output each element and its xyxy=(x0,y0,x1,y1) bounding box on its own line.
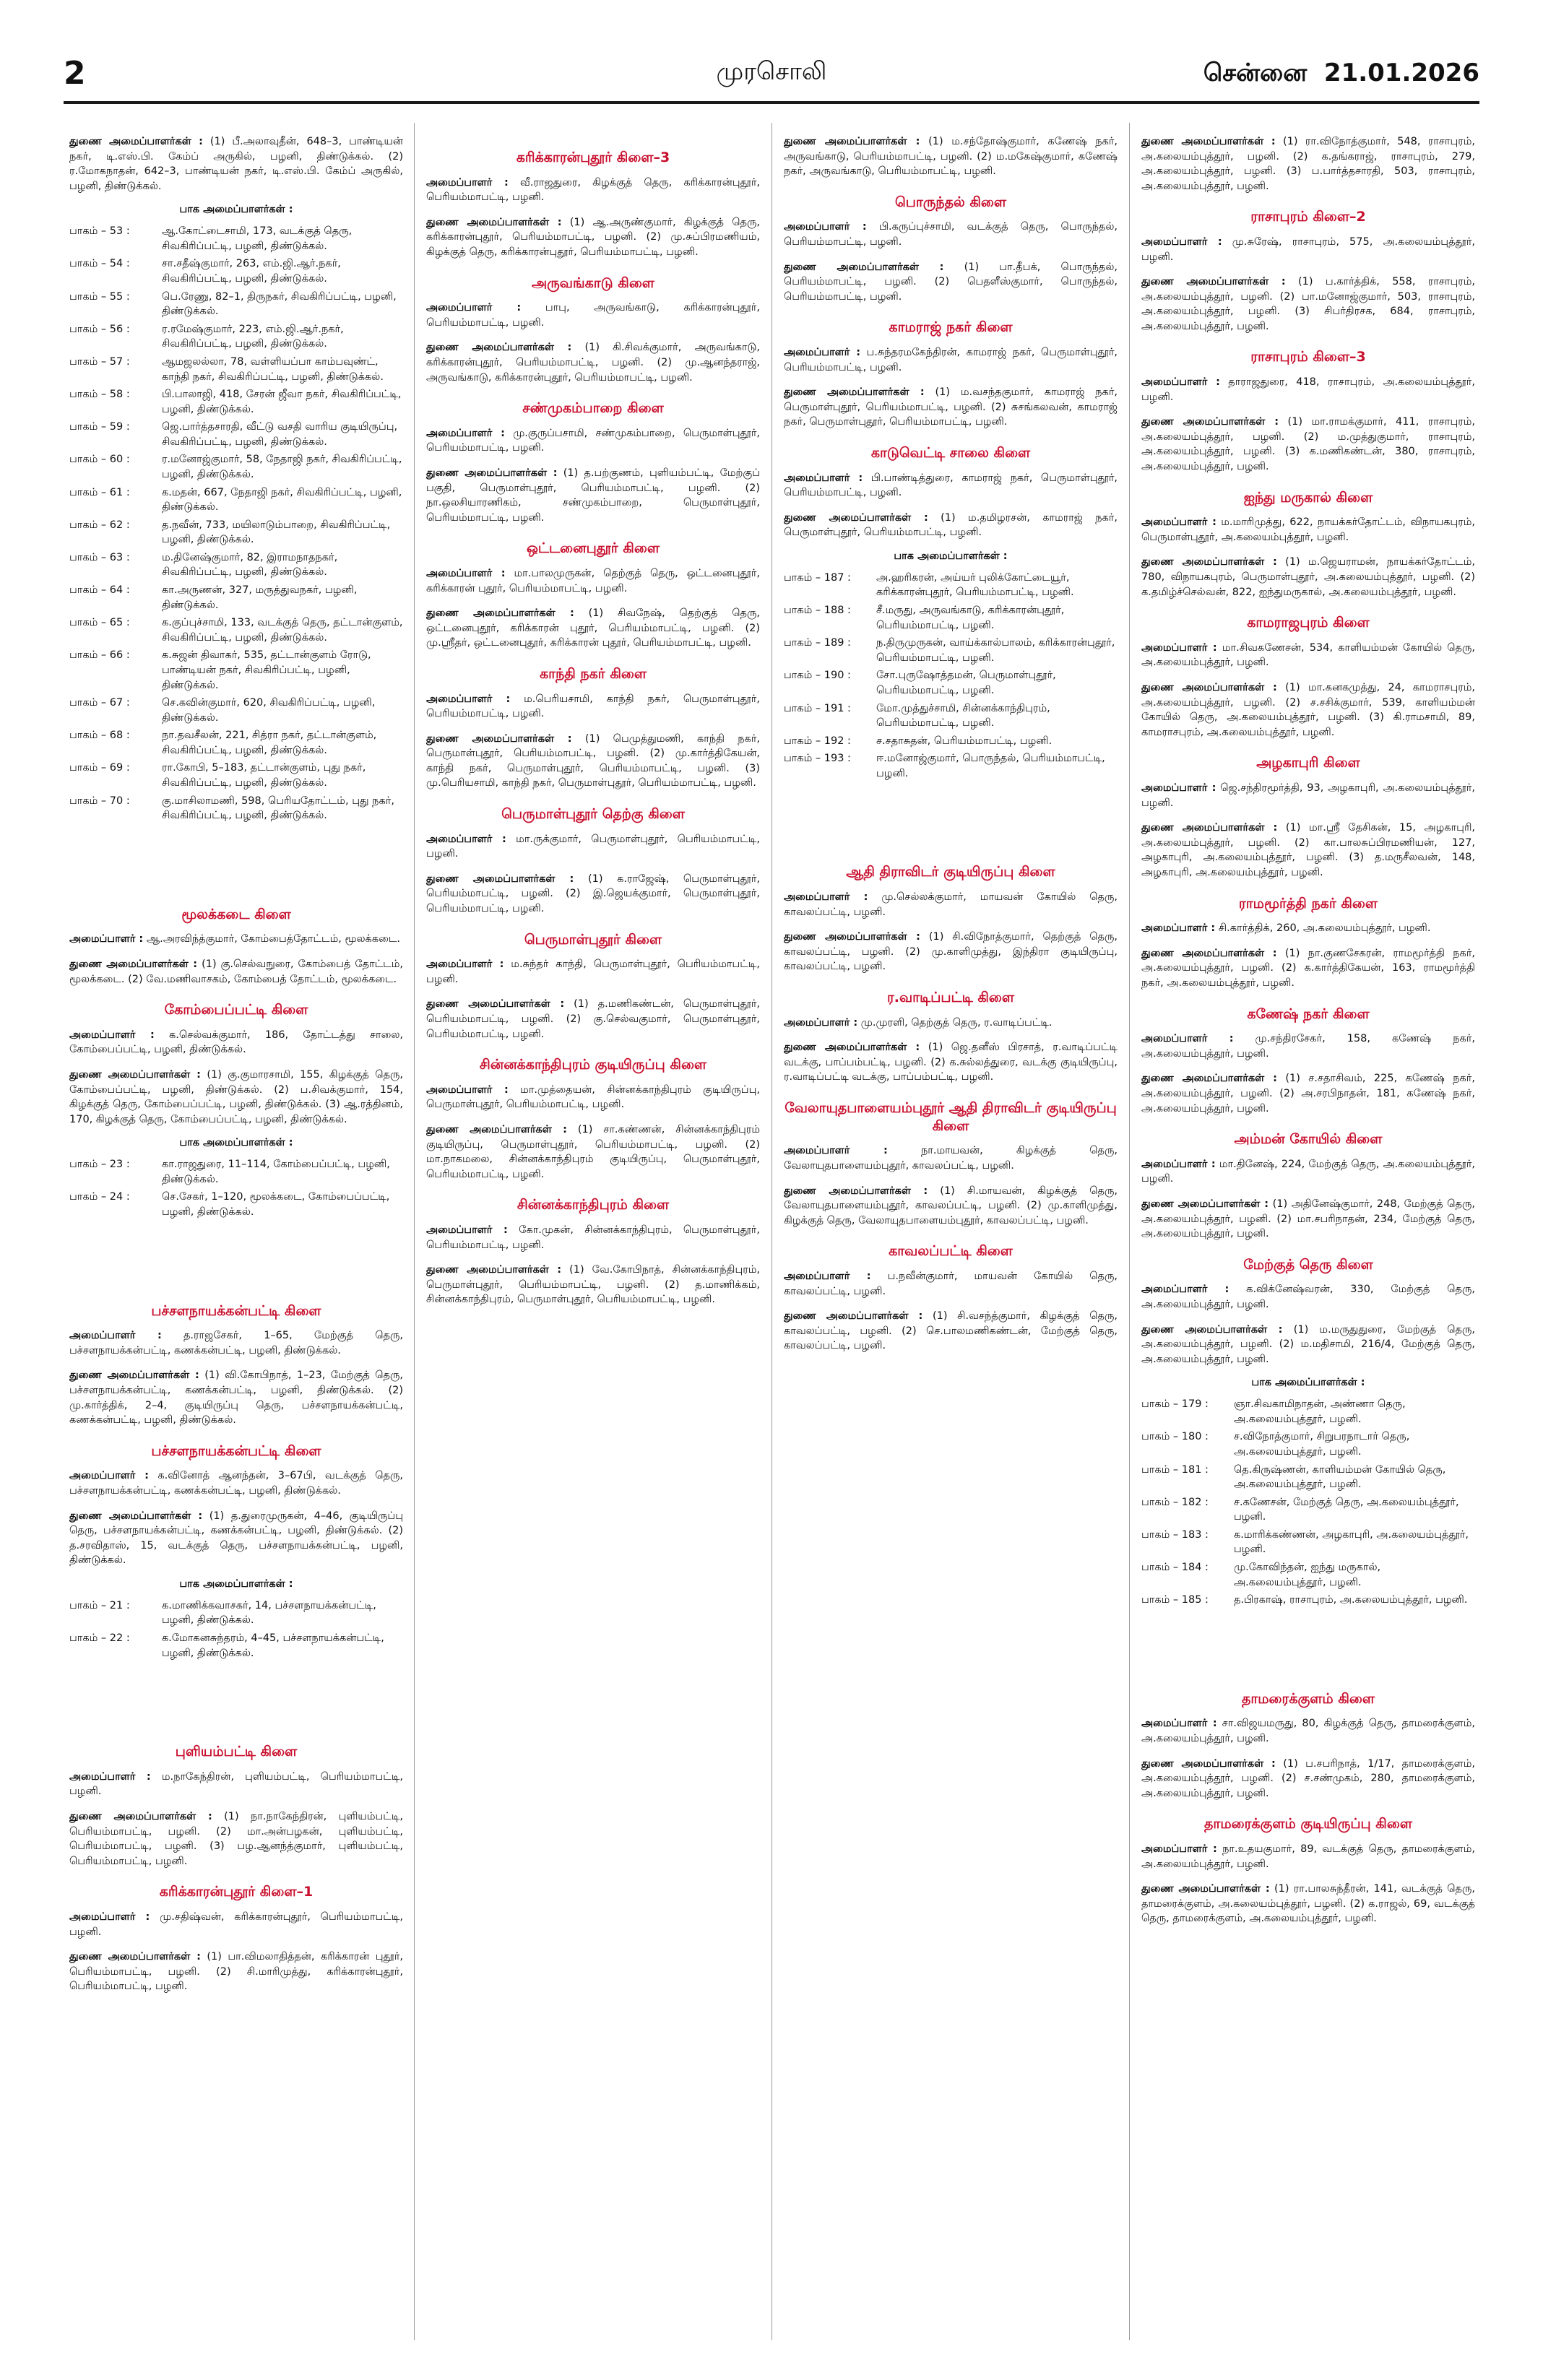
list-item: பாகம் – 68 : நா.தவசீலன், 221, சித்ரா நகர், தட்டான்குளம், சிவகிரிப்பட்டி, பழனி, திண்டுக்கல். xyxy=(69,730,377,756)
entry: அமைப்பாளர் : வீ.ராஜதுரை, கிழக்குத் தெரு, கரிக்காரன்புதூர், பெரியம்மாபட்டி, பழனி. xyxy=(426,176,760,204)
section-heading: ஐந்து மருகால் கிளை xyxy=(1243,489,1373,506)
list-item: பாகம் – 53 : ஆ.கோட்டைசாமி, 173, வடக்குத் தெரு, சிவகிரிப்பட்டி, பழனி, திண்டுக்கல். xyxy=(69,225,353,252)
entry: துணை அமைப்பாளர்கள் : (1) பெமுத்துமணி, காந்தி நகர், பெருமாள்புதூர், பெரியம்மாபட்டி, பழனி. (2) மு.கார்த்திகேயன், காந்தி நகர், பெருமாள்புதூர், பெரியம்மாபட்டி, பழனி. (3) மு.பெரியசாமி, காந்தி நகர், பெருமாள்புதூர், பெரியம்மாபட்டி, பழனி. xyxy=(426,732,760,789)
list-item: பாகம் – 24 : செ.சேகர், 1–120, மூலக்கடை, கோம்பைப்பட்டி, பழனி, திண்டுக்கல். xyxy=(69,1191,390,1219)
entry: அமைப்பாளர் : நா.உதயகுமார், 89, வடக்குத் தெரு, தாமரைக்குளம், அ.கலையம்புத்தூர், பழனி. xyxy=(1141,1843,1475,1870)
entry: அமைப்பாளர் : மு.சந்திரசேகர், 158, கணேஷ் நகர், அ.கலையம்புத்தூர், பழனி. xyxy=(1141,1033,1475,1060)
section-heading: பச்சளநாயக்கன்பட்டி கிளை xyxy=(151,1302,321,1319)
entry: அமைப்பாளர் : மு.முரளி, தெற்குத் தெரு, ர.வாடிப்பட்டி. xyxy=(784,1016,1053,1029)
entry: அமைப்பாளர் : ம.நாகேந்திரன், புளியம்பட்டி, பெரியம்மாபட்டி, பழனி. xyxy=(69,1770,403,1798)
section-heading: சின்னக்காந்திபுரம் கிளை xyxy=(517,1197,670,1213)
section-heading: சின்னக்காந்திபுரம் குடியிருப்பு கிளை xyxy=(479,1057,707,1073)
entry: துணை அமைப்பாளர்கள் : (1) மா.ராமக்குமார், 411, ராசாபுரம், அ.கலையம்புத்தூர், பழனி. (2) ம.முத்துகுமார், ராசாபுரம், அ.கலையம்புத்தூர், பழனி. (3) க.மணிகண்டன், 380, ராசாபுரம், அ.கலையம்புத்தூர், பழனி. xyxy=(1141,416,1475,473)
date: 21.01.2026 xyxy=(1323,59,1479,87)
entry: துணை அமைப்பாளர்கள் : (1) ப.சபரிநாத், 1/17, தாமரைக்குளம், அ.கலையம்புத்தூர், பழனி. (2) ச.சண்முகம், 280, தாமரைக்குளம், அ.கலையம்புத்தூர், பழனி. xyxy=(1141,1757,1475,1799)
entry: துணை அமைப்பாளர்கள் : (1) சிவநேஷ், தெற்குத் தெரு, ஒட்டனைபுதூர், கரிக்காரன் புதூர், பெரியம்மாபட்டி, பழனி. (2) மு.ஸ்ரீதர், ஒட்டனைபுதூர், கரிக்காரன் புதூர், பெரியம்மாபட்டி, பழனி. xyxy=(426,607,760,649)
entry: துணை அமைப்பாளர்கள் : (1) சி.விநோத்குமார், தெற்குத் தெரு, காவலப்பட்டி, பழனி. (2) மு.காளிமுத்து, இந்திரா குடியிருப்பு, காவலப்பட்டி, பழனி. xyxy=(784,931,1118,973)
entry: அமைப்பாளர் : ம.பெரியசாமி, காந்தி நகர், பெருமாள்புதூர், பெரியம்மாபட்டி, பழனி. xyxy=(426,693,760,720)
column-1 xyxy=(69,134,403,2345)
section-heading: தாமரைக்குளம் கிளை xyxy=(1241,1690,1375,1707)
entry: துணை அமைப்பாளர்கள் : (1) ம.மருதுதுரை, மேற்குத் தெரு, அ.கலையம்புத்தூர், பழனி. (2) ம.மதிசாமி, 216/4, மேற்குத் தெரு, அ.கலையம்புத்தூர், பழனி. xyxy=(1141,1323,1475,1365)
spacer xyxy=(69,1663,403,1728)
entry: அமைப்பாளர் : சி.கார்த்திக், 260, அ.கலையம்புத்தூர், பழனி. xyxy=(1141,922,1431,935)
entry: துணை அமைப்பாளர்கள் : (1) மா.ஸ்ரீ தேசிகன், 15, அழகாபுரி, அ.கலையம்புத்தூர், பழனி. (2) கா.பாலசுப்பிரமணியன், 127, அழகாபுரி, அ.கலையம்புத்தூர், பழனி. (3) த.மருசீலவன், 148, அழகாபுரி, அ.கலையம்புத்தூர், பழனி. xyxy=(1141,822,1475,878)
column-divider xyxy=(1129,123,1130,2340)
entry: துணை அமைப்பாளர்கள் : (1) ம.சந்தோஷ்குமார், கணேஷ் நகர், அருவங்காடு, பெரியம்மாபட்டி, பழனி. (2) ம.மகேஷ்குமார், கணேஷ் நகர், அருவங்காடு, பெரியம்மாபட்டி, பழனி. xyxy=(784,136,1118,178)
entry: அமைப்பாளர் : மு.குருப்பசாமி, சண்முகம்பாறை, பெருமாள்புதூர், பெரியம்மாபட்டி, பழனி. xyxy=(426,427,760,454)
section-heading: கரிக்காரன்புதூர் கிளை–1 xyxy=(159,1884,314,1900)
entry: துணை அமைப்பாளர்கள் : (1) வி.கோபிநாத், 1–23, மேற்குத் தெரு, பச்சளநாயக்கன்பட்டி, கணக்கன்பட்டி, பழனி, திண்டுக்கல். (2) மு.கார்த்திக், 2–4, குடியிருப்பு தெரு, பச்சளநாயக்கன்பட்டி, கணக்கன்பட்டி, பழனி, திண்டுக்கல். xyxy=(69,1369,403,1427)
list-item: பாகம் – 21 : க.மாணிக்கவாசகர், 14, பச்சளநாயக்கன்பட்டி, பழனி, திண்டுக்கல். xyxy=(69,1599,376,1627)
list-item: பாகம் – 187 : அ.ஹரிகரன், அய்யர் புலிக்கோட்டையூர், கரிக்காரன்புதூர், பெரியம்மாபட்டி, பழனி. xyxy=(784,571,1074,599)
entry: துணை அமைப்பாளர்கள் : (1) ப.கார்த்திக், 558, ராசாபுரம், அ.கலையம்புத்தூர், பழனி. (2) பா.மனோஜ்குமார், 503, ராசாபுரம், அ.கலையம்புத்தூர், பழனி. (3) சிபர்திரசக, 684, ராசாபுரம், அ.கலையம்புத்தூர், பழனி. xyxy=(1141,276,1475,332)
entry: அமைப்பாளர் : க.வினோத் ஆனந்தன், 3–67பி, வடக்குத் தெரு, பச்சளநாயக்கன்பட்டி, கணக்கன்பட்டி, பழனி, திண்டுக்கல். xyxy=(69,1470,403,1497)
entry: துணை அமைப்பாளர்கள் : (1) ம.தமிழரசன், காமராஜ் நகர், பெருமாள்புதூர், பெரியம்மாபட்டி, பழனி. xyxy=(784,511,1118,539)
list-item: பாகம் – 180 : ச.விநோத்குமார், சிறுபரநாடார் தெரு, அ.கலையம்புத்தூர், பழனி. xyxy=(1141,1431,1410,1458)
section-heading: ஒட்டனைபுதூர் கிளை xyxy=(527,540,660,557)
masthead xyxy=(0,0,1543,108)
bhaga-title: பாக அமைப்பாளர்கள் : xyxy=(1251,1377,1365,1389)
column-4 xyxy=(1141,134,1475,2345)
section-heading: காந்தி நகர் கிளை xyxy=(539,665,647,682)
section-heading: தாமரைக்குளம் குடியிருப்பு கிளை xyxy=(1204,1816,1412,1832)
entry: துணை அமைப்பாளர்கள் : (1) சி.மாயவன், கிழக்குத் தெரு, வேலாயுதபாளையம்புதூர், காவலப்பட்டி, பழனி. (2) மு.காளிமுத்து, கிழக்குத் தெரு, வேலாயுதபாளையம்புதூர், காவலப்பட்டி, பழனி. xyxy=(784,1185,1118,1226)
list-item: பாகம் – 58 : பி.பாலாஜி, 418, சேரன் ஜீவா நகர், சிவகிரிப்பட்டி, பழனி, திண்டுக்கல். xyxy=(69,389,402,415)
section-heading: பெருமாள்புதூர் கிளை xyxy=(524,931,662,948)
list-item: பாகம் – 67 : செ.கவின்குமார், 620, சிவகிரிப்பட்டி, பழனி, திண்டுக்கல். xyxy=(69,697,376,724)
entry: துணை அமைப்பாளர்கள் : (1) த.பற்குணம், புளியம்பட்டி, மேற்குப் பகுதி, பெருமாள்புதூர், பெரியம்மாபட்டி, பழனி. (2) நா.ஒலசியாரணிகம், சண்முகம்பாறை, பெருமாள்புதூர், பெரியம்மாபட்டி, பழனி. xyxy=(426,467,760,524)
entry: துணை அமைப்பாளர்கள் : (1) நா.குணசேகரன், ராமமூர்த்தி நகர், அ.கலையம்புத்தூர், பழனி. (2) க.கார்த்திகேயன், 163, ராமமூர்த்தி நகர், அ.கலையம்புத்தூர், பழனி. xyxy=(1141,947,1475,989)
section-heading: மூலக்கடை கிளை xyxy=(181,906,291,922)
list-item: பாகம் – 65 : க.குப்புச்சாமி, 133, வடக்குத் தெரு, தட்டான்குளம், சிவகிரிப்பட்டி, பழனி, திண்டுக்கல். xyxy=(69,617,403,644)
spacer xyxy=(784,784,1118,849)
list-item: பாகம் – 190 : சோ.புருஷோத்தமன், பெருமாள்புதூர், பெரியம்மாபட்டி, பழனி. xyxy=(784,670,1056,696)
spacer xyxy=(69,826,403,891)
entry: அமைப்பாளர் : த.ராஜசேகர், 1–65, மேற்குத் தெரு, பச்சளநாயக்கன்பட்டி, கணக்கன்பட்டி, பழனி, திண்டுக்கல். xyxy=(69,1330,403,1356)
entry: அமைப்பாளர் : மா.ருக்குமார், பெருமாள்புதூர், பெரியம்மாபட்டி, பழனி. xyxy=(426,833,760,860)
entry: அமைப்பாளர் : மா.முத்தையன், சின்னக்காந்திபுரம் குடியிருப்பு, பெருமாள்புதூர், பெரியம்மாபட்டி, பழனி. xyxy=(426,1083,760,1111)
section-heading: காவலப்பட்டி கிளை xyxy=(889,1243,1013,1260)
entry: துணை அமைப்பாளர்கள் : (1) த.துரைமுருகன், 4–46, குடியிருப்பு தெரு, பச்சளநாயக்கன்பட்டி, கணக்கன்பட்டி, பழனி, திண்டுக்கல். (2) த.சரவிதாஸ், 15, வடக்குத் தெரு, பச்சளநாயக்கன்பட்டி, பழனி, திண்டுக்கல். xyxy=(69,1510,403,1567)
entry: துணை அமைப்பாளர்கள் : (1) வே.கோபிநாத், சின்னக்காந்திபுரம், பெருமாள்புதூர், பெரியம்மாபட்டி, பழனி. (2) த.மாணிக்கம், சின்னக்காந்திபுரம், பெருமாள்புதூர், பெரியம்மாபட்டி, பழனி. xyxy=(426,1264,760,1306)
section-heading: காமராஜ் நகர் கிளை xyxy=(889,319,1013,336)
list-item: பாகம் – 62 : த.நவீன், 733, மயிலாடும்பாறை, சிவகிரிப்பட்டி, பழனி, திண்டுக்கல். xyxy=(69,519,391,546)
list-item: பாகம் – 22 : க.மோகனசுந்தரம், 4–45, பச்சளநாயக்கன்பட்டி, பழனி, திண்டுக்கல். xyxy=(69,1632,384,1659)
list-item: பாகம் – 188 : சீ.மருது, அருவங்காடு, கரிக்காரன்புதூர், பெரியம்மாபட்டி, பழனி. xyxy=(784,605,1065,631)
section-heading: பெருமாள்புதூர் தெற்கு கிளை xyxy=(501,806,685,823)
entry: துணை அமைப்பாளர்கள் : (1) த.மணிகண்டன், பெருமாள்புதூர், பெரியம்மாபட்டி, பழனி. (2) கு.செல்வகுமார், பெருமாள்புதூர், பெரியம்மாபட்டி, பழனி. xyxy=(426,998,760,1040)
list-item: பாகம் – 56 : ர.ரமேஷ்குமார், 223, எம்.ஜி.ஆர்.நகர், சிவகிரிப்பட்டி, பழனி, திண்டுக்கல். xyxy=(69,323,344,350)
entry: துணை அமைப்பாளர்கள் : (1) ச.சதாசிவம், 225, கணேஷ் நகர், அ.கலையம்புத்தூர், பழனி. (2) அ.சரபிநாதன், 181, கணேஷ் நகர், அ.கலையம்புத்தூர், பழனி. xyxy=(1141,1073,1475,1115)
entry: துணை அமைப்பாளர்கள் : (1) சா.கண்ணன், சின்னக்காந்திபுரம் குடியிருப்பு, பெருமாள்புதூர், பெரியம்மாபட்டி, பழனி. (2) மா.நாகமலை, சின்னக்காந்திபுரம் குடியிருப்பு, பெருமாள்புதூர், பெரியம்மாபட்டி, பழனி. xyxy=(426,1124,760,1180)
section-heading: பச்சளநாயக்கன்பட்டி கிளை xyxy=(151,1442,321,1459)
spacer xyxy=(69,1223,403,1288)
entry: துணை அமைப்பாளர்கள் : (1) கு.குமாரசாமி, 155, கிழக்குத் தெரு, கோம்பைப்பட்டி, பழனி, திண்டுக்கல். (2) ப.சிவக்குமார், 154, கிழக்குத் தெரு, கோம்பைப்பட்டி, பழனி, திண்டுக்கல். (3) ஆ.ரத்தினம், 170, கிழக்குத் தெரு, கோம்பைப்பட்டி, பழனி, திண்டுக்கல். xyxy=(69,1068,403,1125)
list-item: பாகம் – 66 : க.சுஜன் திவாகர், 535, தட்டான்குளம் ரோடு, பாண்டியன் நகர், சிவகிரிப்பட்டி, பழனி, திண்டுக்கல். xyxy=(69,649,371,691)
list-item: பாகம் – 185 : த.பிரகாஷ், ராசாபுரம், அ.கலையம்புத்தூர், பழனி. xyxy=(1141,1594,1468,1606)
entry: அமைப்பாளர் : ஜெ.சந்திரமூர்த்தி, 93, அழகாபுரி, அ.கலையம்புத்தூர், பழனி. xyxy=(1141,782,1475,809)
entry: அமைப்பாளர் : பி.பாண்டித்துரை, காமராஜ் நகர், பெருமாள்புதூர், பெரியம்மாபட்டி, பழனி. xyxy=(784,472,1118,499)
section-heading: கோம்பைப்பட்டி கிளை xyxy=(164,1002,308,1018)
list-item: பாகம் – 179 : ஞா.சிவகாமிநாதன், அண்ணா தெரு, அ.கலையம்புத்தூர், பழனி. xyxy=(1141,1398,1406,1425)
entry: அமைப்பாளர் : ப.சுந்தரமகேந்திரன், காமராஜ் நகர், பெருமாள்புதூர், பெரியம்மாபட்டி, பழனி. xyxy=(784,347,1118,373)
section-heading: கரிக்காரன்புதூர் கிளை–3 xyxy=(516,150,670,165)
list-item: பாகம் – 69 : ரா.கோபி, 5–183, தட்டான்குளம், புது நகர், சிவகிரிப்பட்டி, பழனி, திண்டுக்கல். xyxy=(69,762,366,789)
entry: அமைப்பாளர் : ம.சுந்தர் காந்தி, பெருமாள்புதூர், பெரியம்மாபட்டி, பழனி. xyxy=(426,959,760,985)
entry: அமைப்பாளர் : மா.பாலமுருகன், தெற்குத் தெரு, ஒட்டனைபுதூர், கரிக்காரன் புதூர், பெரியம்மாபட்டி, பழனி. xyxy=(426,568,760,594)
entry: அமைப்பாளர் : சா.விஜயமருது, 80, கிழக்குத் தெரு, தாமரைக்குளம், அ.கலையம்புத்தூர், பழனி. xyxy=(1141,1718,1475,1745)
entry: துணை அமைப்பாளர்கள் : (1) ஜெ.தனீஸ் பிரசாத், ர.வாடிப்பட்டி வடக்கு, பாப்பம்பட்டி, பழனி. (2) க.சுல்லத்துரை, வடக்கு குடியிருப்பு, ர.வாடிப்பட்டி வடக்கு, பாப்பம்பட்டி, பழனி. xyxy=(784,1042,1118,1083)
section-heading: ஆதி திராவிடர் குடியிருப்பு கிளை xyxy=(846,864,1055,880)
section-heading: ராமமூர்த்தி நகர் கிளை xyxy=(1238,895,1378,912)
column-2 xyxy=(426,134,760,2345)
section-heading: காமராஜபுரம் கிளை xyxy=(1247,615,1370,631)
entry: துணை அமைப்பாளர்கள் : (1) பா.தீபக், பொருந்தல், பெரியம்மாபட்டி, பழனி. (2) பெதளீஸ்குமார், பொருந்தல், பெரியம்மாபட்டி, பழனி. xyxy=(784,261,1118,303)
bhaga-title: பாக அமைப்பாளர்கள் : xyxy=(179,1137,293,1149)
section-heading: கணேஷ் நகர் கிளை xyxy=(1247,1005,1370,1022)
section-heading: ராசாபுரம் கிளை–3 xyxy=(1250,349,1366,365)
bhaga-title: பாக அமைப்பாளர்கள் : xyxy=(894,550,1008,562)
entry: அமைப்பாளர் : தாராஜதுரை, 418, ராசாபுரம், அ.கலையம்புத்தூர், பழனி. xyxy=(1141,376,1475,403)
entry: அமைப்பாளர் : மு.சுரேஷ், ராசாபுரம், 575, அ.கலையம்புத்தூர், பழனி. xyxy=(1141,236,1475,263)
list-item: பாகம் – 61 : க.மதன், 667, நேதாஜி நகர், சிவகிரிப்பட்டி, பழனி, திண்டுக்கல். xyxy=(69,486,402,514)
entry: அமைப்பாளர் : க.விக்னேஷ்வரன், 330, மேற்குத் தெரு, அ.கலையம்புத்தூர், பழனி. xyxy=(1141,1284,1475,1310)
entry: துணை அமைப்பாளர்கள் : (1) ரா.பாலசுந்தீரன், 141, வடக்குத் தெரு, தாமரைக்குளம், அ.கலையம்புத்தூர், பழனி. (2) க.ராஜல், 69, வடக்குத் தெரு, தாமரைக்குளம், அ.கலையம்புத்தூர், பழனி. xyxy=(1141,1883,1475,1925)
entry: துணை அமைப்பாளர்கள் : (1) ம.வசந்தகுமார், காமராஜ் நகர், பெருமாள்புதூர், பெரியம்மாபட்டி, பழனி. (2) சுசங்கலவன், காமராஜ் நகர், பெருமாள்புதூர், பெரியம்மாபட்டி, பழனி. xyxy=(784,386,1118,428)
entry: அமைப்பாளர் : பி.கருப்புச்சாமி, வடக்குத் தெரு, பொருந்தல், பெரியம்மாபட்டி, பழனி. xyxy=(784,221,1118,248)
list-item: பாகம் – 181 : தெ.கிருஷ்ணன், காளியம்மன் கோயில் தெரு, அ.கலையம்புத்தூர், பழனி. xyxy=(1141,1463,1446,1491)
section-heading: காடுவெட்டி சாலை கிளை xyxy=(870,444,1031,461)
city: சென்னை xyxy=(1203,59,1308,87)
entry: அமைப்பாளர் : ப.நவீன்குமார், மாயவன் கோயில் தெரு, காவலப்பட்டி, பழனி. xyxy=(784,1270,1118,1297)
section-heading: ராசாபுரம் கிளை–2 xyxy=(1250,209,1366,225)
entry: துணை அமைப்பாளர்கள் : (1) கி.சிவக்குமார், அருவங்காடு, கரிக்காரன்புதூர், பெரியம்மாபட்டி, பழனி. (2) மு.ஆனந்தராஜ், அருவங்காடு, கரிக்காரன்புதூர், பெரியம்மாபட்டி, பழனி. xyxy=(426,342,760,384)
entry: துணை அமைப்பாளர்கள் : (1) ரா.விநோத்குமார், 548, ராசாபுரம், அ.கலையம்புத்தூர், பழனி. (2) க.தங்கராஜ், ராசாபுரம், 279, அ.கலையம்புத்தூர், பழனி. (3) ப.பார்த்தசாரதி, 503, ராசாபுரம், அ.கலையம்புத்தூர், பழனி. xyxy=(1141,136,1475,192)
entry: அமைப்பாளர் : மு.சதிஷ்வன், கரிக்காரன்புதூர், பெரியம்மாபட்டி, பழனி. xyxy=(69,1911,403,1938)
section-heading: ர.வாடிப்பட்டி கிளை xyxy=(886,989,1015,1005)
section-heading: சண்முகம்பாறை கிளை xyxy=(522,400,664,417)
section-heading: வேலாயுதபாளையம்புதூர் ஆதி திராவிடர் குடியிருப்பு கிளை xyxy=(785,1099,1117,1134)
list-item: பாகம் – 70 : கு.மாசிலாமணி, 598, பெரியதோட்டம், புது நகர், சிவகிரிப்பட்டி, பழனி, திண்டுக்கல். xyxy=(69,795,394,822)
entry: அமைப்பாளர் : மா.தினேஷ், 224, மேற்குத் தெரு, அ.கலையம்புத்தூர், பழனி. xyxy=(1141,1158,1475,1185)
masthead-rule xyxy=(64,101,1479,104)
entry: துணை அமைப்பாளர்கள் : (1) க.ராஜேஷ், பெருமாள்புதூர், பெரியம்மாபட்டி, பழனி. (2) இ.ஜெயக்குமார், பெருமாள்புதூர், பெரியம்மாபட்டி, பழனி. xyxy=(426,873,760,915)
entry: அமைப்பாளர் : க.செல்வக்குமார், 186, தோட்டத்து சாலை, கோம்பைப்பட்டி, பழனி, திண்டுக்கல். xyxy=(69,1029,403,1056)
list-item: பாகம் – 182 : ச.கணேசன், மேற்குத் தெரு, அ.கலையம்புத்தூர், பழனி. xyxy=(1141,1496,1459,1523)
entry: துணை அமைப்பாளர்கள் : (1) அதினேஷ்குமார், 248, மேற்குத் தெரு, அ.கலையம்புத்தூர், பழனி. (2) மா.சபரிநாதன், 234, மேற்குத் தெரு, அ.கலையம்புத்தூர், பழனி. xyxy=(1141,1198,1475,1240)
section-heading: மேற்குத் தெரு கிளை xyxy=(1243,1256,1373,1273)
entry: அமைப்பாளர் : நா.மாயவன், கிழக்குத் தெரு, வேலாயுதபாளையம்புதூர், காவலப்பட்டி, பழனி. xyxy=(784,1145,1118,1172)
column-3 xyxy=(784,134,1118,2345)
entry: அமைப்பாளர் : மா.சிவகணேசன், 534, காளியம்மன் கோயில் தெரு, அ.கலையம்புத்தூர், பழனி. xyxy=(1141,641,1475,669)
list-item: பாகம் – 192 : ச.சதாசுதன், பெரியம்மாபட்டி, பழனி. xyxy=(784,735,1053,747)
list-item: பாகம் – 54 : சா.சதீஷ்குமார், 263, எம்.ஜி.ஆர்.நகர், சிவகிரிப்பட்டி, பழனி, திண்டுக்கல். xyxy=(69,258,341,285)
list-item: பாகம் – 193 : ஈ.மனோஜ்குமார், பொருந்தல், பெரியம்மாபட்டி, பழனி. xyxy=(784,753,1105,779)
list-item: பாகம் – 189 : ந.திருமுருகன், வாய்க்கால்பாலம், கரிக்காரன்புதூர், பெரியம்மாபட்டி, பழனி. xyxy=(784,637,1115,664)
entry: அமைப்பாளர் : பாபு, அருவங்காடு, கரிக்காரன்புதூர், பெரியம்மாபட்டி, பழனி. xyxy=(426,302,760,329)
list-item: பாகம் – 64 : கா.அருணன், 327, மருத்துவநகர், பழனி, திண்டுக்கல். xyxy=(69,584,358,611)
list-item: பாகம் – 63 : ம.தினேஷ்குமார், 82, இராமநாதநகர், சிவகிரிப்பட்டி, பழனி, திண்டுக்கல். xyxy=(69,551,338,579)
section-heading: அம்மன் கோயில் கிளை xyxy=(1234,1131,1383,1148)
entry: அமைப்பாளர் : கோ.முகன், சின்னக்காந்திபுரம், பெருமாள்புதூர், பெரியம்மாபட்டி, பழனி. xyxy=(426,1224,760,1251)
entry: அமைப்பாளர் : மு.செல்லக்குமார், மாயவன் கோயில் தெரு, காவலப்பட்டி, பழனி. xyxy=(784,891,1118,918)
bhaga-title: பாக அமைப்பாளர்கள் : xyxy=(179,1578,293,1590)
entry: துணை அமைப்பாளர்கள் : (1) கு.செல்வநுரை, கோம்பைத் தோட்டம், மூலக்கடை. (2) வே.மணிவாசகம், கோம்பைத் தோட்டம், மூலக்கடை. xyxy=(69,958,403,985)
section-heading: அருவங்காடு கிளை xyxy=(532,274,654,291)
entry: துணை அமைப்பாளர்கள் : (1) நா.நாகேந்திரன், புளியம்பட்டி, பெரியம்மாபட்டி, பழனி. (2) மா.அன்பழகன், புளியம்பட்டி, பெரியம்மாபட்டி, பழனி. (3) பழ.ஆனந்த்குமார், புளியம்பட்டி, பெரியம்மாபட்டி, பழனி. xyxy=(69,1811,403,1867)
entry: துணை அமைப்பாளர்கள் : (1) பா.விமலாதித்தன், கரிக்காரன் புதூர், பெரியம்மாபட்டி, பழனி. (2) சி.மாரிமுத்து, கரிக்காரன்புதூர், பெரியம்மாபட்டி, பழனி. xyxy=(69,1951,403,1993)
section-heading: அழகாபுரி கிளை xyxy=(1256,755,1360,771)
entry: துணை அமைப்பாளர்கள் : (1) ஆ.அருண்குமார், கிழக்குத் தெரு, கரிக்காரன்புதூர், பெரியம்மாபட்டி, பழனி. (2) மு.சுப்பிரமணியம், கிழக்குத் தெரு, கரிக்காரன்புதூர், பெரியம்மாபட்டி, பழனி. xyxy=(426,216,760,258)
newspaper-name: முரசொலி xyxy=(716,57,827,86)
entry: துணை அமைப்பாளர்கள் : (1) சி.வசந்த்குமார், கிழக்குத் தெரு, காவலப்பட்டி, பழனி. (2) செ.பாலமணிகண்டன், மேற்குத் தெரு, காவலப்பட்டி, பழனி. xyxy=(784,1310,1118,1352)
bhagam-list xyxy=(69,224,403,823)
list-item: பாகம் – 57 : ஆமஜலல்லா, 78, வள்ளியப்பா காம்பவுண்ட், காந்தி நகர், சிவகிரிப்பட்டி, பழனி, திண்டுக்கல். xyxy=(69,355,384,383)
list-item: பாகம் – 55 : பெ.ரேணு, 82–1, திருநகர், சிவகிரிப்பட்டி, பழனி, திண்டுக்கல். xyxy=(69,290,397,318)
section-heading: புளியம்பட்டி கிளை xyxy=(175,1744,298,1760)
entry: துணை அமைப்பாளர்கள் : (1) மா.கனகமுத்து, 24, காமராசபுரம், அ.கலையம்புத்தூர், பழனி. (2) ச.சசிக்குமார், 539, காளியம்மன் கோயில் தெரு, அ.கலையம்புத்தூர், பழனி. (3) கி.ராமசாமி, 89, காமராசபுரம், அ.கலையம்புத்தூர், பழனி. xyxy=(1141,682,1475,738)
page-number: 2 xyxy=(64,55,86,92)
list-item: பாகம் – 183 : க.மாரிக்கண்ணன், அழகாபுரி, அ.கலையம்புத்தூர், பழனி. xyxy=(1141,1528,1469,1556)
list-item: பாகம் – 59 : ஜெ.பார்த்தசாரதி, வீட்டு வசதி வாரிய குடியிருப்பு, சிவகிரிப்பட்டி, பழனி, திண்டுக்கல். xyxy=(69,421,398,448)
entry: அமைப்பாளர் : ஆ.அரவிந்த்குமார், கோம்பைத்தோட்டம், மூலக்கடை. xyxy=(69,933,400,945)
city-date xyxy=(1203,61,1479,85)
entry: துணை அமைப்பாளர்கள் : (1) ம.ஜெயராமன், நாயக்கர்தோட்டம், 780, விநாயகபுரம், பெருமாள்புதூர், அ.கலையம்புத்தூர், பழனி. (2) க.தமிழ்ச்செல்வன், 822, ஐந்துமருகால், அ.கலையம்புத்தூர், பழனி. xyxy=(1141,556,1475,598)
list-item: பாகம் – 184 : மு.கோவிந்தன், ஐந்து மருகால், அ.கலையம்புத்தூர், பழனி. xyxy=(1141,1562,1381,1588)
list-item: பாகம் – 191 : மோ.முத்துச்சாமி, சின்னக்காந்திபுரம், பெரியம்மாபட்டி, பழனி. xyxy=(784,702,1050,730)
section-heading: பொருந்தல் கிளை xyxy=(894,194,1007,210)
spacer xyxy=(1141,1611,1475,1676)
entry: துணை அமைப்பாளர்கள் : (1) பீ.அலாவுதீன், 648–3, பாண்டியன் நகர், டி.எஸ்.பி. கேம்ப் அருகில், பழனி, திண்டுக்கல். (2) ர.மோகநாதன், 642–3, பாண்டியன் நகர், டி.எஸ்.பி. கேம்ப் அருகில், பழனி, திண்டுக்கல். xyxy=(69,136,403,192)
entry: அமைப்பாளர் : ம.மாரிமுத்து, 622, நாயக்கர்தோட்டம், விநாயகபுரம், பெருமாள்புதூர், அ.கலையம்புத்தூர், பழனி. xyxy=(1141,516,1475,543)
column-divider xyxy=(414,123,415,2340)
bhaga-title: பாக அமைப்பாளர்கள் : xyxy=(179,204,293,216)
list-item: பாகம் – 60 : ர.மனோஜ்குமார், 58, நேதாஜி நகர், சிவகிரிப்பட்டி, பழனி, திண்டுக்கல். xyxy=(69,454,402,480)
list-item: பாகம் – 23 : கா.ராஜதுரை, 11–114, கோம்பைப்பட்டி, பழனி, திண்டுக்கல். xyxy=(69,1159,390,1185)
